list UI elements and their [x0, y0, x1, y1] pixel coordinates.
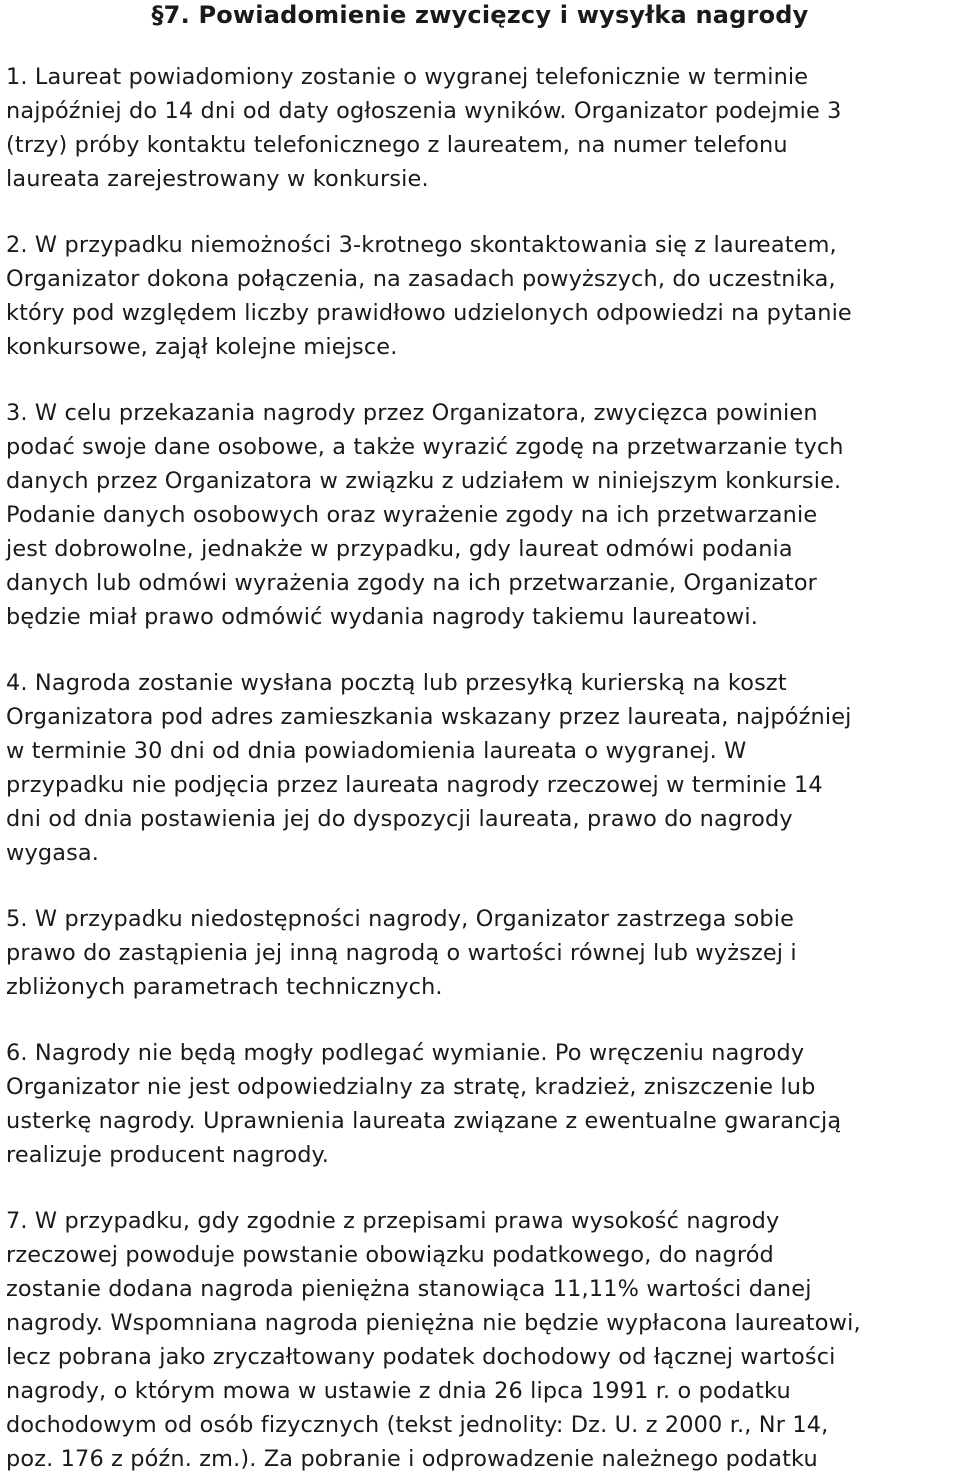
paragraph-1: 1. Laureat powiadomiony zostanie o wygranej telefonicznie w terminie najpóźniej do 14 dni od daty ogłoszenia wyników. Organizator podejmie 3 (trzy) próby kontaktu telefonicznego z laureatem, na numer telefonu laureata zarejestrowany w konkursie. — [6, 64, 842, 192]
paragraph-3: 3. W celu przekazania nagrody przez Organizatora, zwycięzca powinien podać swoje dane osobowe, a także wyrazić zgodę na przetwarzanie tych danych przez Organizatora w związku z udziałem w niniejszym konkursie. Podanie danych osobowych oraz wyrażenie zgody na ich przetwarzanie jest dobrowolne, jednakże w przypadku, gdy laureat odmówi podania danych lub odmówi wyrażenia zgody na ich przetwarzanie, Organizator będzie miał prawo odmówić wydania nagrody takiemu laureatowi. — [6, 400, 844, 630]
paragraph-7: 7. W przypadku, gdy zgodnie z przepisami prawa wysokość nagrody rzeczowej powoduje powstanie obowiązku podatkowego, do nagród zostanie dodana nagroda pieniężna stanowiąca 11,11% wartości danej nagrody. Wspomniana nagroda pieniężna nie będzie wypłacona laureatowi, lecz pobrana jako zryczałtowany podatek dochodowy od łącznej wartości nagrody, o którym mowa w ustawie z dnia 26 lipca 1991 r. o podatku dochodowym od osób fizycznych (tekst jednolity: Dz. U. z 2000 r., Nr 14, poz. 176 z późn. zm.). Za pobranie i odprowadzenie należnego podatku — [6, 1208, 861, 1472]
paragraph-5: 5. W przypadku niedostępności nagrody, Organizator zastrzega sobie prawo do zastąpienia jej inną nagrodą o wartości równej lub wyższej i zbliżonych parametrach technicznych. — [6, 906, 797, 1000]
section-heading: §7. Powiadomienie zwycięzcy i wysyłka nagrody — [151, 1, 809, 29]
paragraph-4: 4. Nagroda zostanie wysłana pocztą lub przesyłką kurierską na koszt Organizatora pod adres zamieszkania wskazany przez laureata, najpóźniej w terminie 30 dni od dnia powiadomienia laureata o wygranej. W przypadku nie podjęcia przez laureata nagrody rzeczowej w terminie 14 dni od dnia postawienia jej do dyspozycji laureata, prawo do nagrody wygasa. — [6, 670, 852, 866]
paragraph-2: 2. W przypadku niemożności 3-krotnego skontaktowania się z laureatem, Organizator dokona połączenia, na zasadach powyższych, do uczestnika, który pod względem liczby prawidłowo udzielonych odpowiedzi na pytanie konkursowe, zajął kolejne miejsce. — [6, 232, 852, 360]
paragraph-6: 6. Nagrody nie będą mogły podlegać wymianie. Po wręczeniu nagrody Organizator nie jest odpowiedzialny za stratę, kradzież, zniszczenie lub usterkę nagrody. Uprawnienia laureata związane z ewentualne gwarancją realizuje producent nagrody. — [6, 1040, 842, 1168]
